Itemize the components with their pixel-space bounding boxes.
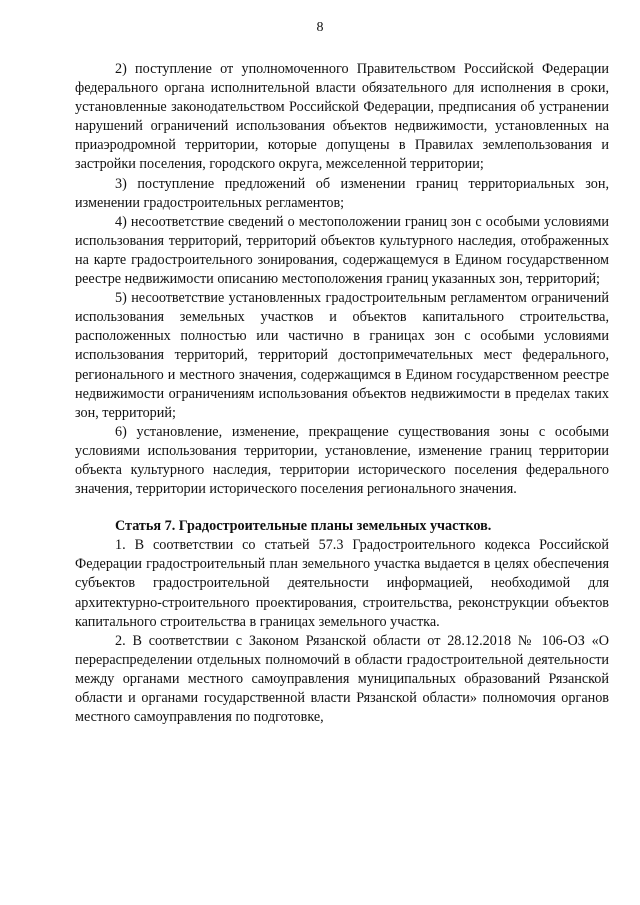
page-number: 8 — [316, 20, 324, 35]
paragraph-item-2: 2) поступление от уполномоченного Правительством Российской Федерации федерального органа исполнительной власти обязательного для исполнения в сроки, установленные законодательством Российской Федерации, предписания об устранении нарушений ограничений использования объектов недвижимости, установленных на приаэродромной территории, которые допущены в Правилах землепользования и застройки поселения, городского округа, межселенной территории; — [75, 61, 609, 173]
document-body — [75, 60, 609, 727]
article-paragraph-1: 1. В соответствии со статьей 57.3 Градостроительного кодекса Российской Федерации градостроительный план земельного участка выдается в целях обеспечения субъектов градостроительной деятельности информацией, необходимой для архитектурно-строительного проектирования, строительства, реконструкции объектов капитального строительства в границах земельного участка. — [75, 537, 609, 630]
article-paragraph-2: 2. В соответствии с Законом Рязанской области от 28.12.2018 № 106-ОЗ «О перераспределении отдельных полномочий в области градостроительной деятельности между органами местного самоуправления муниципальных образований Рязанской области и органами государственной власти Рязанской области» полномочия органов местного самоуправления по подготовке, — [75, 632, 609, 726]
paragraph-item-4: 4) несоответствие сведений о местоположении границ зон с особыми условиями использования территорий, территорий объектов культурного наследия, отображенных на карте градостроительного зонирования, содержащемуся в Едином государственном реестре недвижимости описанию местоположения границ указанных зон, территорий; — [75, 213, 609, 288]
paragraph-item-5: 5) несоответствие установленных градостроительным регламентом ограничений использования земельных участков и объектов капитального строительства, расположенных полностью или частично в границах зон с особыми условиями использования территорий, территорий достопримечательных мест федерального, регионального и местного значения, содержащимся в Едином государственном реестре недвижимости ограничениям использования объектов недвижимости в пределах таких зон, территорий; — [75, 290, 609, 421]
paragraph-item-6: 6) установление, изменение, прекращение существования зоны с особыми условиями использования территории, установление, изменение границ территории объекта культурного наследия, территории исторического поселения федерального значения, территории исторического поселения регионального значения. — [75, 423, 609, 498]
paragraph-item-3: 3) поступление предложений об изменении границ территориальных зон, изменении градостроительных регламентов; — [75, 175, 609, 211]
article-heading: Статья 7. Градостроительные планы земельных участков. — [115, 518, 492, 535]
